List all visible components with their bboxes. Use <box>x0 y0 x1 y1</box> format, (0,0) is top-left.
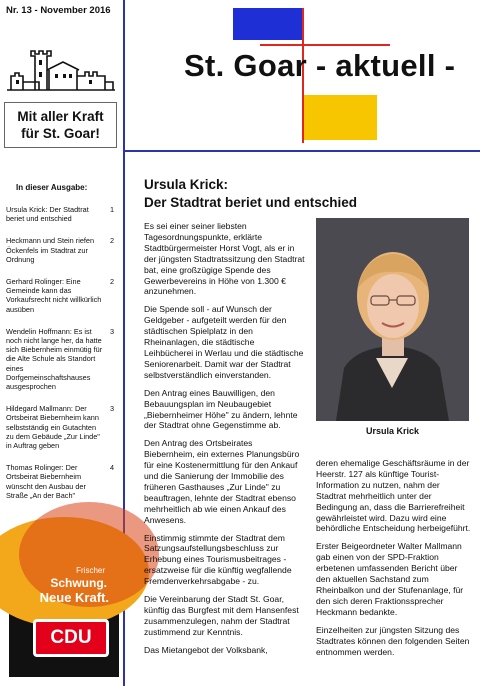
paragraph: Einzelheiten zur jüngsten Sitzung des Stadtrates können den folgenden Seiten entnommen werden. <box>316 624 470 657</box>
article-headline <box>144 176 357 212</box>
castle-logo-icon <box>5 42 117 94</box>
yellow-square-decoration <box>304 95 377 140</box>
paragraph: Einstimmig stimmte der Stadtrat dem Satzungsaufstellungsbeschluss zur Erhebung eines Tourismusbeitrages - ersatzweise für die künftig wegfallende Fremdenverkehrsabgabe - zu. <box>144 532 292 587</box>
toc-entry-text: Wendelin Hoffmann: Es ist noch nicht lange her, da hatte sich Biebernheim einmütig für die Alte Schule als Standort eines Dorfgemeinschaftshauses ausgesprochen <box>6 326 103 392</box>
cdu-advertisement <box>9 557 119 677</box>
toc-entry-text: Thomas Rolinger: Der Ortsbeirat Biebernheim wünscht den Ausbau der Straße „An der Bach" <box>6 463 86 500</box>
toc-entry[interactable] <box>6 236 120 264</box>
paragraph: Die Vereinbarung der Stadt St. Goar, künftig das Burgfest mit dem Hansenfest zusammenzulegen, nahm der Stadtrat zustimmend zur Kenntnis. <box>144 594 299 637</box>
ad-line-1: Frischer <box>76 566 105 575</box>
toc-entry[interactable] <box>6 327 120 391</box>
toc-entry-text: Ursula Krick: Der Stadtrat beriet und entschied <box>6 205 89 224</box>
paragraph: Das Mietangebot der Volksbank, <box>144 644 268 655</box>
toc-entry[interactable] <box>6 277 120 314</box>
toc-page-number: 3 <box>109 326 114 336</box>
headline-author: Ursula Krick: <box>144 177 229 192</box>
paragraph: deren ehemalige Geschäftsräume in der Heerstr. 127 als künftige Tourist-Information zu nutzen, nahm der Stadtrat mehrheitlich unter der Bedingung an, dass die Barrierefreiheit gewährleistet wird. Dazu wird eine behördliche Entscheidung herbeigeführt. <box>316 458 471 534</box>
article-column-2 <box>316 458 471 664</box>
toc-entry-text: Hildegard Mallmann: Der Ortsbeirat Biebernheim kann selbstständig ein Gutachten zu dem Gebäude „Zur Linde" in Auftrag geben <box>6 404 100 451</box>
blue-square-decoration <box>233 8 303 40</box>
toc-entry[interactable] <box>6 404 120 450</box>
toc-entry-text: Heckmann und Stein riefen Öckenfels im Stadtrat zur Ordnung <box>6 236 95 264</box>
paragraph: Erster Beigeordneter Walter Mallmann gab einen von der SPD-Fraktion erbetenen umfassenden Bericht über den aktuellen Sachstand zum Rheinbalkon und der Stufenanlage, für den sich deren Fraktionssprecher Heckmann bedankte. <box>316 541 464 617</box>
slogan-line-1: Mit aller Kraft <box>17 109 104 124</box>
slogan-line-2: für St. Goar! <box>21 126 100 141</box>
headline-title: Der Stadtrat beriet und entschied <box>144 195 358 210</box>
paragraph: Die Spende soll - auf Wunsch der Geldgeber - aufgeteilt werden für den städtischen Spielplatz in den Rheinanlagen, die städtische Leihbücherei in Werlau und die städtische Seniorenarbeit. Damit war der Stadtrat selbstverständlich einverstanden. <box>144 304 304 380</box>
table-of-contents <box>6 183 120 500</box>
paragraph: Den Antrag eines Bauwilligen, den Bebauungsplan im Neubaugebiet „Biebernheimer Höhe" zu ändern, lehnte der Stadtrat ohne Gegenstimme ab. <box>144 387 298 431</box>
slogan-box <box>4 102 117 148</box>
toc-page-number: 3 <box>109 404 114 414</box>
toc-entry[interactable] <box>6 463 120 500</box>
cdu-logo: CDU <box>33 619 109 657</box>
toc-page-number: 2 <box>109 277 114 287</box>
horizontal-rule <box>123 150 480 152</box>
red-horizontal-line <box>260 44 390 46</box>
toc-heading: In dieser Ausgabe: <box>16 183 88 192</box>
issue-number: Nr. 13 - November 2016 <box>6 5 111 16</box>
paragraph: Den Antrag des Ortsbeirates Biebernheim, ein externes Planungsbüro für eine Kostenermittlung für den Ankauf und die Sanierung der Immobilie des früheren Gasthauses „Zur Linde" zu beauftragen, lehnte der Stadtrat ebenso mehrheitlich ab wie einen Ankauf des Anwesens. <box>144 438 300 525</box>
toc-entry[interactable] <box>6 205 120 223</box>
ad-line-2: Schwung. <box>50 576 107 590</box>
article-column-1 <box>144 221 305 663</box>
portrait-photo <box>316 218 469 421</box>
photo-caption: Ursula Krick <box>365 426 420 436</box>
toc-entry-text: Gerhard Rolinger: Eine Gemeinde kann das Vorkaufsrecht nicht willkürlich ausüben <box>6 277 102 314</box>
toc-page-number: 2 <box>109 236 114 246</box>
toc-page-number: 4 <box>109 463 114 473</box>
newsletter-title: St. Goar - aktuell - <box>184 48 456 83</box>
paragraph: Es sei einer seiner liebsten Tagesordnungspunkte, erklärte Stadtbürgermeister Horst Vogt, als er in der jüngsten Stadtratssitzung den Stadtrat bat, eine großzügige Spende des Gewerbevereins in Höhe von 1.300 € anzunehmen. <box>144 221 305 297</box>
toc-page-number: 1 <box>109 205 114 214</box>
ad-line-3: Neue Kraft. <box>39 590 109 605</box>
